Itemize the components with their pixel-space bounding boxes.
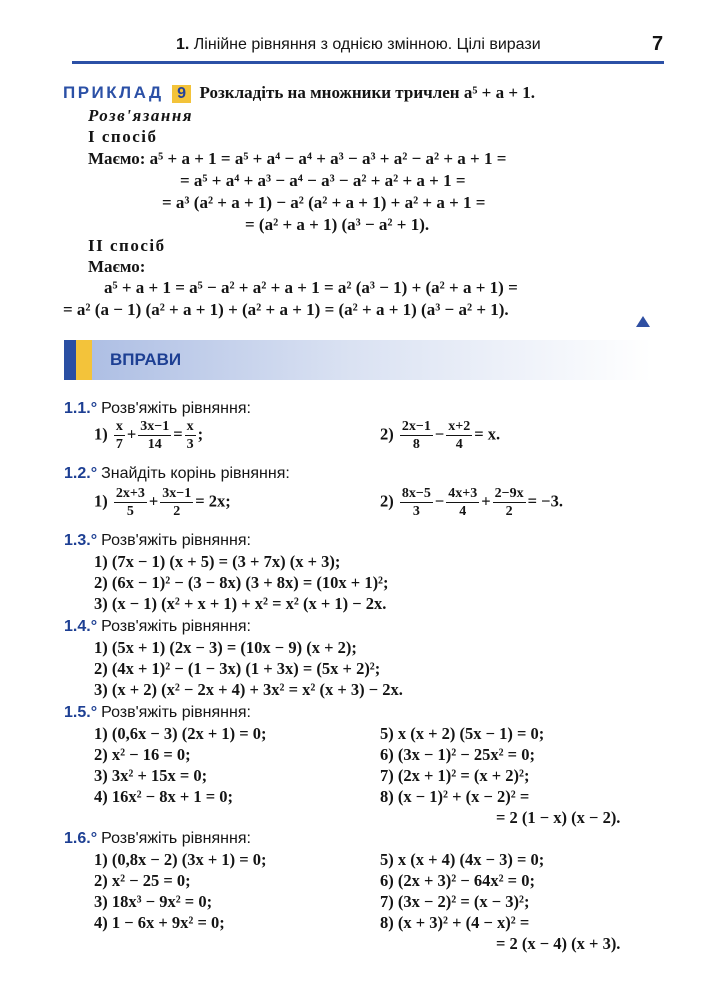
method-1-line: Маємо: a⁵ + a + 1 = a⁵ + a⁴ − a⁴ + a³ − a³ + a² − a² + a + 1 = <box>88 149 507 168</box>
end-of-solution-triangle-icon <box>636 316 650 327</box>
exercise-prompt: Розв'яжіть рівняння: <box>101 400 251 417</box>
exercise-item: 4) 16x² − 8x + 1 = 0; <box>94 787 234 806</box>
exercise-item: 3) (x + 2) (x² − 2x + 4) + 3x² = x² (x + 3) − 2x. <box>94 680 403 699</box>
exercise-1-5-heading <box>64 704 251 722</box>
exercise-item: 1) (5x + 1) (2x − 3) = (10x − 9) (x + 2); <box>94 638 357 657</box>
fraction: $\frac{2x+3}{5}$ <box>115 486 145 519</box>
exercise-item: 2) (4x + 1)² − (1 − 3x) (1 + 3x) = (5x + 2)²; <box>94 659 381 678</box>
example-number-badge: 9 <box>172 85 191 103</box>
method-1-line: = (a² + a + 1) (a³ − a² + 1). <box>245 215 430 234</box>
method-2-heading: ІІ спосіб <box>88 236 166 255</box>
method-1-line: = a⁵ + a⁴ + a³ − a⁴ − a³ − a² + a² + a + 1 = <box>180 171 466 190</box>
fraction: $\frac{2-9x}{2}$ <box>494 486 524 519</box>
exercise-item: 8) (x + 3)² + (4 − x)² = <box>380 913 530 932</box>
fraction: $\frac{x}{7}$ <box>115 419 123 452</box>
running-header <box>176 36 541 54</box>
exercise-1-2-heading <box>64 465 290 483</box>
exercise-item: 7) (2x + 1)² = (x + 2)²; <box>380 766 530 785</box>
exercise-item: 3) (x − 1) (x² + x + 1) + x² = x² (x + 1) − 2x. <box>94 594 387 613</box>
fraction: $\frac{x}{3}$ <box>186 419 194 452</box>
exercise-item: 2) (6x − 1)² − (3 − 8x) (3 + 8x) = (10x + 1)²; <box>94 573 389 592</box>
exercise-1-2-item-2: 2) $\frac{8x-5}{3}$ − $\frac{4x+3}{4}$ + $\frac{2-9x}{2}$ = −3. <box>380 486 563 519</box>
exercise-item: 1) (0,8x − 2) (3x + 1) = 0; <box>94 850 267 869</box>
exercise-prompt: Розв'яжіть рівняння: <box>101 704 251 721</box>
exercise-prompt: Розв'яжіть рівняння: <box>101 618 251 635</box>
exercise-item: 1) (7x − 1) (x + 5) = (3 + 7x) (x + 3); <box>94 552 341 571</box>
exercise-item: 5) x (x + 4) (4x − 3) = 0; <box>380 850 545 869</box>
fraction: $\frac{x+2}{4}$ <box>448 419 471 452</box>
exercise-prompt: Розв'яжіть рівняння: <box>101 532 251 549</box>
exercise-item: 2) x² − 25 = 0; <box>94 871 191 890</box>
example-label: ПРИКЛАД <box>63 83 164 102</box>
fraction: $\frac{3x-1}{14}$ <box>140 419 170 452</box>
exercise-1-3-heading <box>64 532 251 550</box>
exercise-item: 4) 1 − 6x + 9x² = 0; <box>94 913 225 932</box>
exercise-1-6-heading <box>64 830 251 848</box>
exercise-number: 1.5.° <box>64 704 98 721</box>
exercise-item-continuation: = 2 (1 − x) (x − 2). <box>496 808 621 827</box>
exercise-number: 1.2.° <box>64 465 98 482</box>
exercise-item: 3) 18x³ − 9x² = 0; <box>94 892 213 911</box>
exercise-number: 1.3.° <box>64 532 98 549</box>
section-title: Лінійне рівняння з однією змінною. Цілі вирази <box>193 36 541 53</box>
exercise-number: 1.4.° <box>64 618 98 635</box>
section-number: 1. <box>176 36 190 53</box>
exercise-item: 1) (0,6x − 3) (2x + 1) = 0; <box>94 724 267 743</box>
exercises-banner <box>64 340 652 380</box>
fraction: $\frac{4x+3}{4}$ <box>448 486 478 519</box>
exercise-item: 6) (2x + 3)² − 64x² = 0; <box>380 871 535 890</box>
exercise-1-4-heading <box>64 618 251 636</box>
exercise-prompt: Розв'яжіть рівняння: <box>101 830 251 847</box>
exercise-1-1-item-2: 2) $\frac{2x-1}{8}$ − $\frac{x+2}{4}$ = x. <box>380 419 501 452</box>
page-number: 7 <box>652 33 664 55</box>
solution-heading: Розв'язання <box>88 106 194 125</box>
exercise-item: 3) 3x² + 15x = 0; <box>94 766 208 785</box>
fraction: $\frac{2x-1}{8}$ <box>401 419 431 452</box>
method-2-line: a⁵ + a + 1 = a⁵ − a² + a² + a + 1 = a² (a³ − 1) + (a² + a + 1) = <box>104 278 518 297</box>
exercise-number: 1.1.° <box>64 400 98 417</box>
exercise-item-continuation: = 2 (x − 4) (x + 3). <box>496 934 621 953</box>
method-2-intro: Маємо: <box>88 257 146 276</box>
example-task: Розкладіть на множники тричлен a⁵ + a + 1. <box>199 83 536 102</box>
method-1-heading: І спосіб <box>88 127 158 146</box>
exercise-item: 5) x (x + 2) (5x − 1) = 0; <box>380 724 545 743</box>
header-rule <box>72 61 664 64</box>
exercise-item: 6) (3x − 1)² − 25x² = 0; <box>380 745 535 764</box>
exercise-1-2-item-1: 1) $\frac{2x+3}{5}$ + $\frac{3x-1}{2}$ = 2x; <box>94 486 231 519</box>
example-header <box>63 82 535 103</box>
exercise-item: 2) x² − 16 = 0; <box>94 745 191 764</box>
exercise-1-1-heading <box>64 400 251 418</box>
exercise-item: 7) (3x − 2)² = (x − 3)²; <box>380 892 530 911</box>
exercise-number: 1.6.° <box>64 830 98 847</box>
exercise-item: 8) (x − 1)² + (x − 2)² = <box>380 787 530 806</box>
method-2-line: = a² (a − 1) (a² + a + 1) + (a² + a + 1) = (a² + a + 1) (a³ − a² + 1). <box>63 300 509 319</box>
exercise-prompt: Знайдіть корінь рівняння: <box>101 465 290 482</box>
fraction: $\frac{8x-5}{3}$ <box>401 486 431 519</box>
method-1-line: = a³ (a² + a + 1) − a² (a² + a + 1) + a² + a + 1 = <box>162 193 486 212</box>
exercises-title: ВПРАВИ <box>110 350 182 369</box>
fraction: $\frac{3x-1}{2}$ <box>162 486 192 519</box>
exercise-1-1-item-1: 1) $\frac{x}{7}$ + $\frac{3x-1}{14}$ = $\frac{x}{3}$ ; <box>94 419 204 452</box>
